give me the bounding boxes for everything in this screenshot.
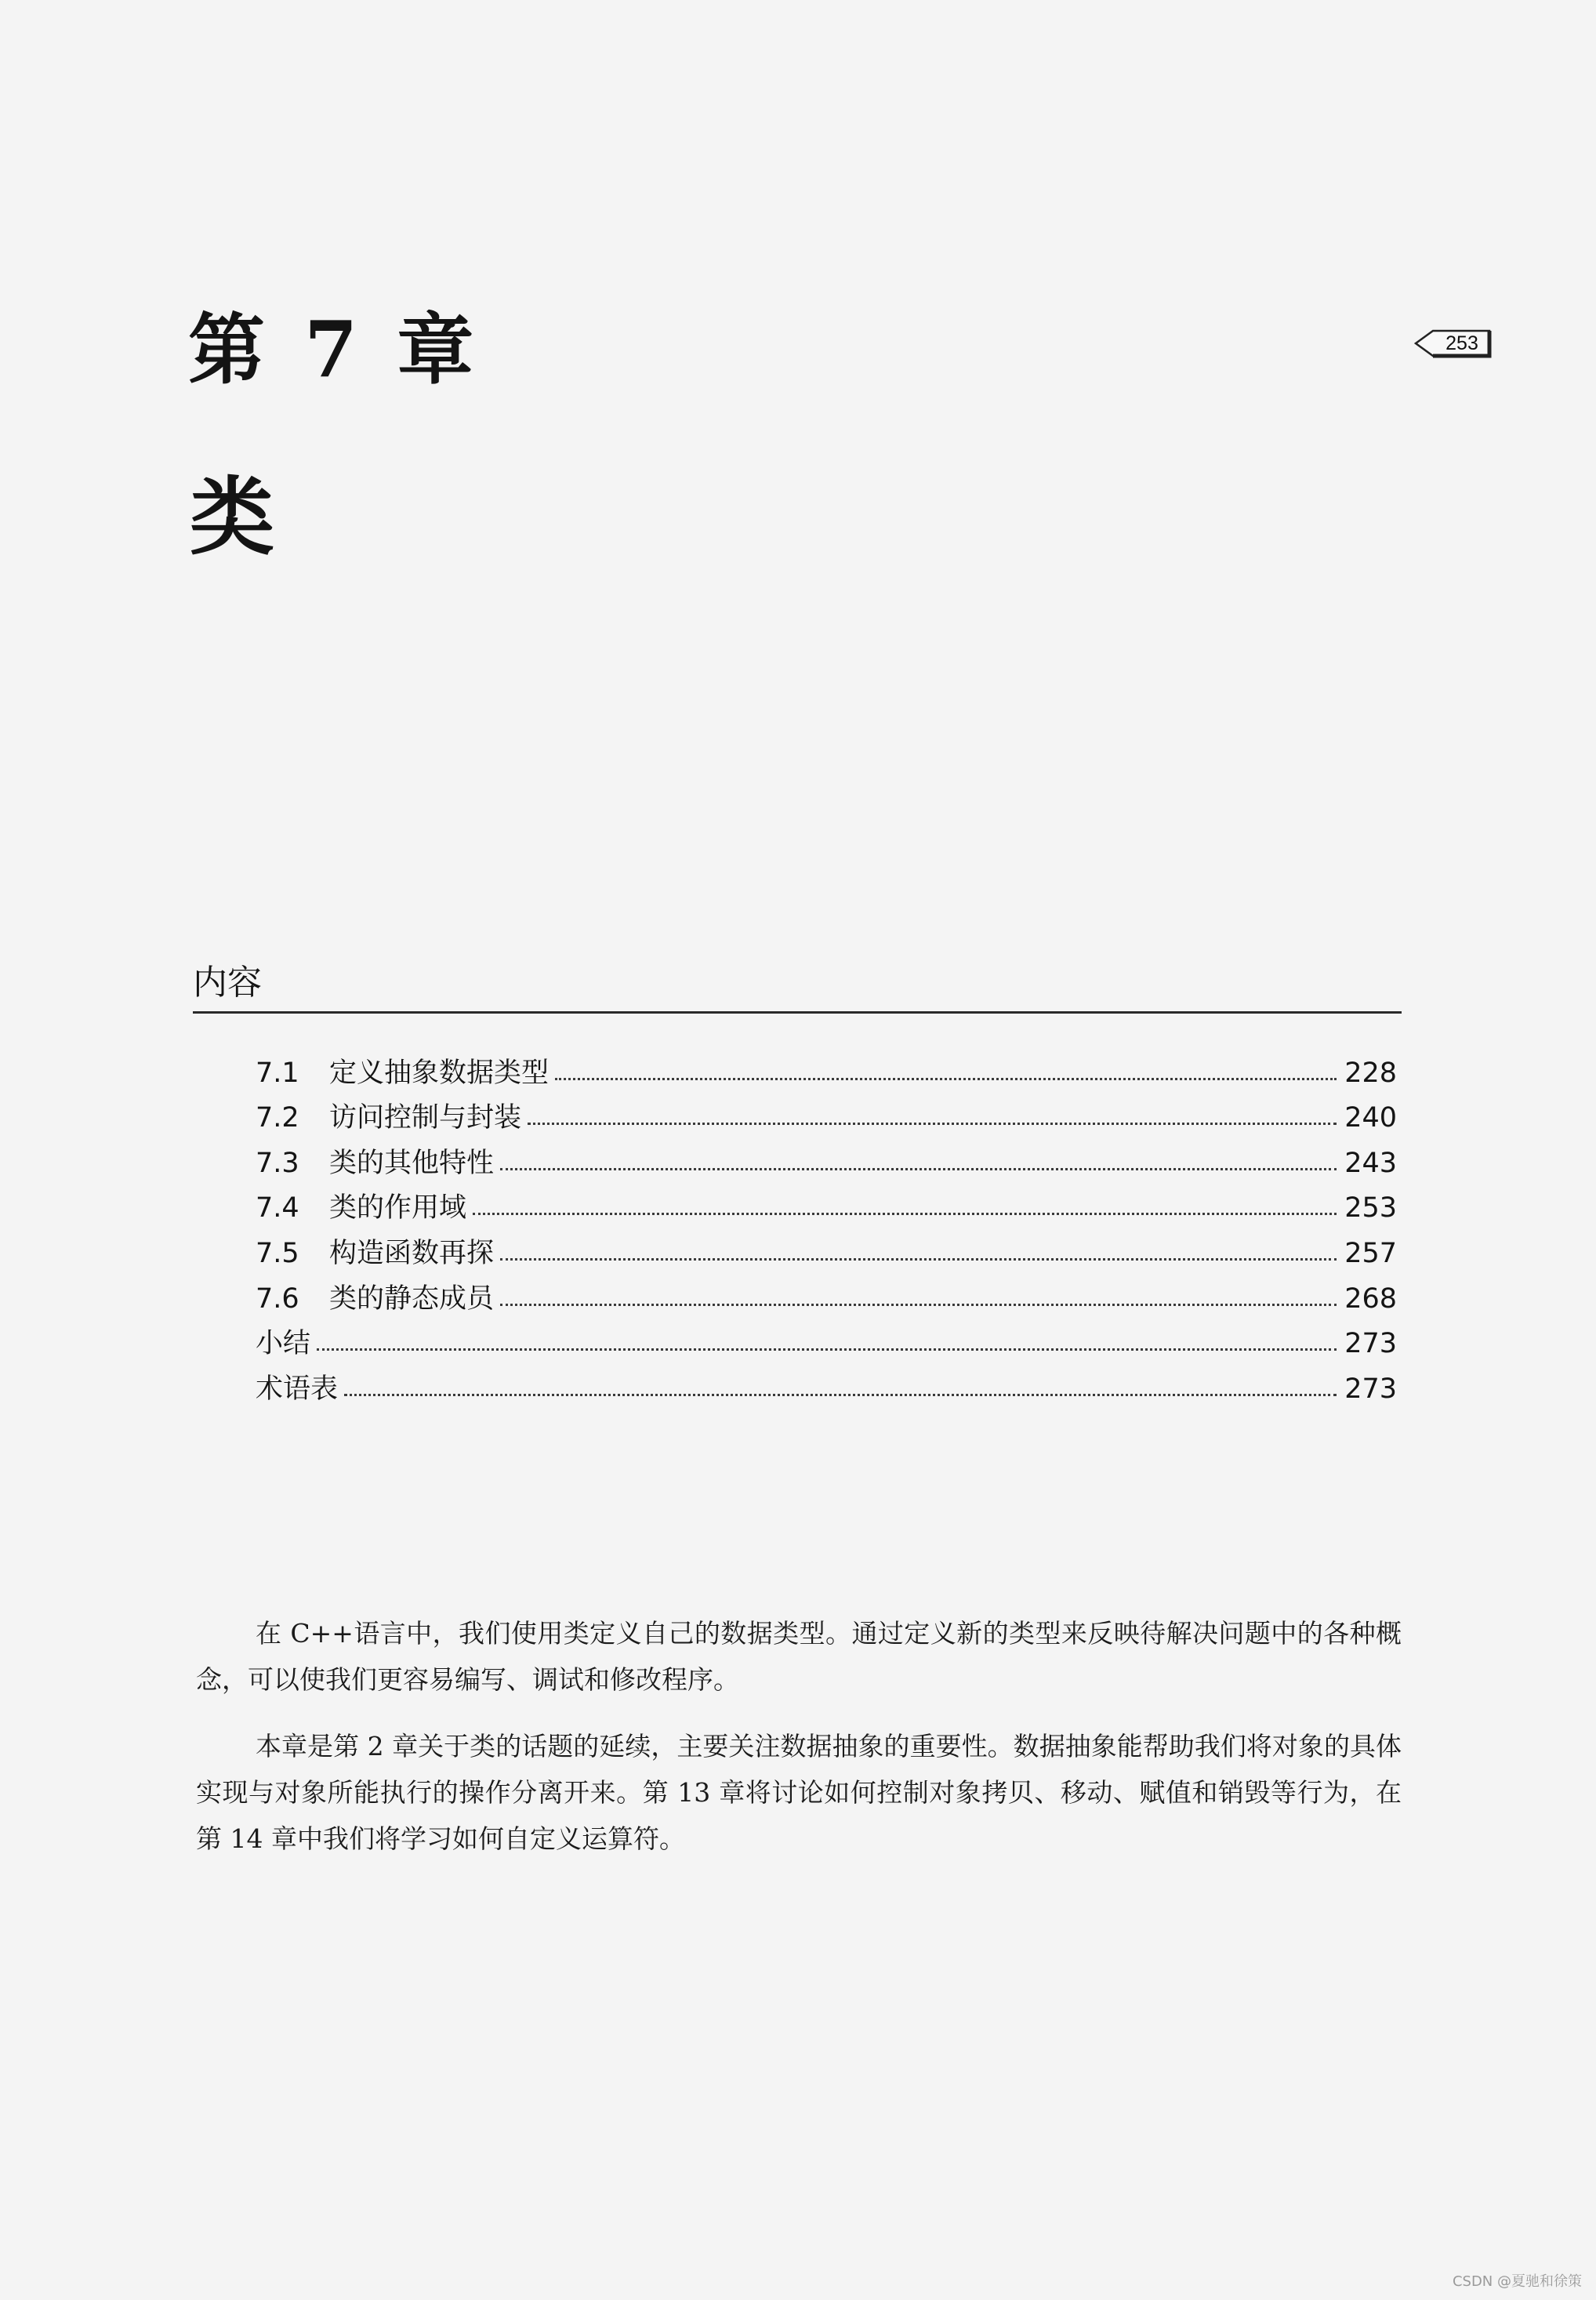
toc-leader-dots [344,1394,1337,1396]
toc-leader-dots [500,1258,1337,1261]
toc-entry-number: 7.3 [256,1148,299,1179]
toc-entry-page: 243 [1344,1148,1397,1179]
page-number: 253 [1445,332,1478,354]
toc-entry-page: 240 [1344,1102,1397,1134]
toc-entry-label: 类的作用域 [329,1192,467,1224]
toc-leader-dots [500,1168,1337,1170]
toc-entry-7-5[interactable] [256,1234,1397,1273]
toc-leader-dots [528,1123,1337,1125]
toc-leader-dots [473,1213,1337,1215]
toc-entry-label: 小结 [256,1328,311,1359]
chapter-number: 第 7 章 [188,305,481,395]
toc-entry-label: 构造函数再探 [329,1238,495,1269]
toc-leader-dots [500,1304,1337,1306]
toc-entry-7-2[interactable] [256,1098,1397,1137]
toc-entry-label: 类的其他特性 [329,1148,495,1179]
toc-divider [193,1011,1402,1014]
toc-entry-page: 268 [1344,1283,1397,1315]
toc-entry-glossary[interactable] [256,1369,1397,1409]
toc-entry-7-6[interactable] [256,1279,1397,1319]
toc-heading: 内容 [193,963,262,1003]
toc-entry-number: 7.2 [256,1102,299,1134]
toc-entry-number: 7.4 [256,1192,299,1224]
toc-entry-label: 定义抽象数据类型 [329,1057,550,1089]
watermark: CSDN @夏驰和徐策 [1452,2273,1582,2290]
toc-entry-7-4[interactable] [256,1188,1397,1228]
toc-entry-number: 7.6 [256,1283,299,1315]
toc-entry-page: 273 [1344,1328,1397,1359]
toc-entry-page: 228 [1344,1057,1397,1089]
toc-entry-label: 术语表 [256,1373,339,1405]
toc-entry-7-3[interactable] [256,1144,1397,1183]
toc-entry-page: 253 [1344,1192,1397,1224]
toc-entry-7-1[interactable] [256,1054,1397,1093]
toc-entry-label: 类的静态成员 [329,1283,495,1315]
toc-leader-dots [317,1348,1337,1351]
toc-entry-number: 7.5 [256,1238,299,1269]
toc-entry-summary[interactable] [256,1324,1397,1363]
page-number-tab [1414,328,1493,359]
toc-leader-dots [555,1078,1337,1080]
chapter-intro [196,1610,1402,1882]
intro-paragraph: 在 C++语言中，我们使用类定义自己的数据类型。通过定义新的类型来反映待解决问题中的各种概念，可以使我们更容易编写、调试和修改程序。 [196,1618,1402,1695]
toc-entry-number: 7.1 [256,1057,299,1089]
toc-entry-page: 273 [1344,1373,1397,1405]
toc-entry-page: 257 [1344,1238,1397,1269]
chapter-title: 类 [190,468,275,567]
intro-paragraph: 本章是第 2 章关于类的话题的延续，主要关注数据抽象的重要性。数据抽象能帮助我们将对象的具体实现与对象所能执行的操作分离开来。第 13 章将讨论如何控制对象拷贝、移动、赋值和销毁等行为，在第 14 章中我们将学习如何自定义运算符。 [196,1731,1402,1854]
toc-entry-label: 访问控制与封装 [329,1102,522,1134]
